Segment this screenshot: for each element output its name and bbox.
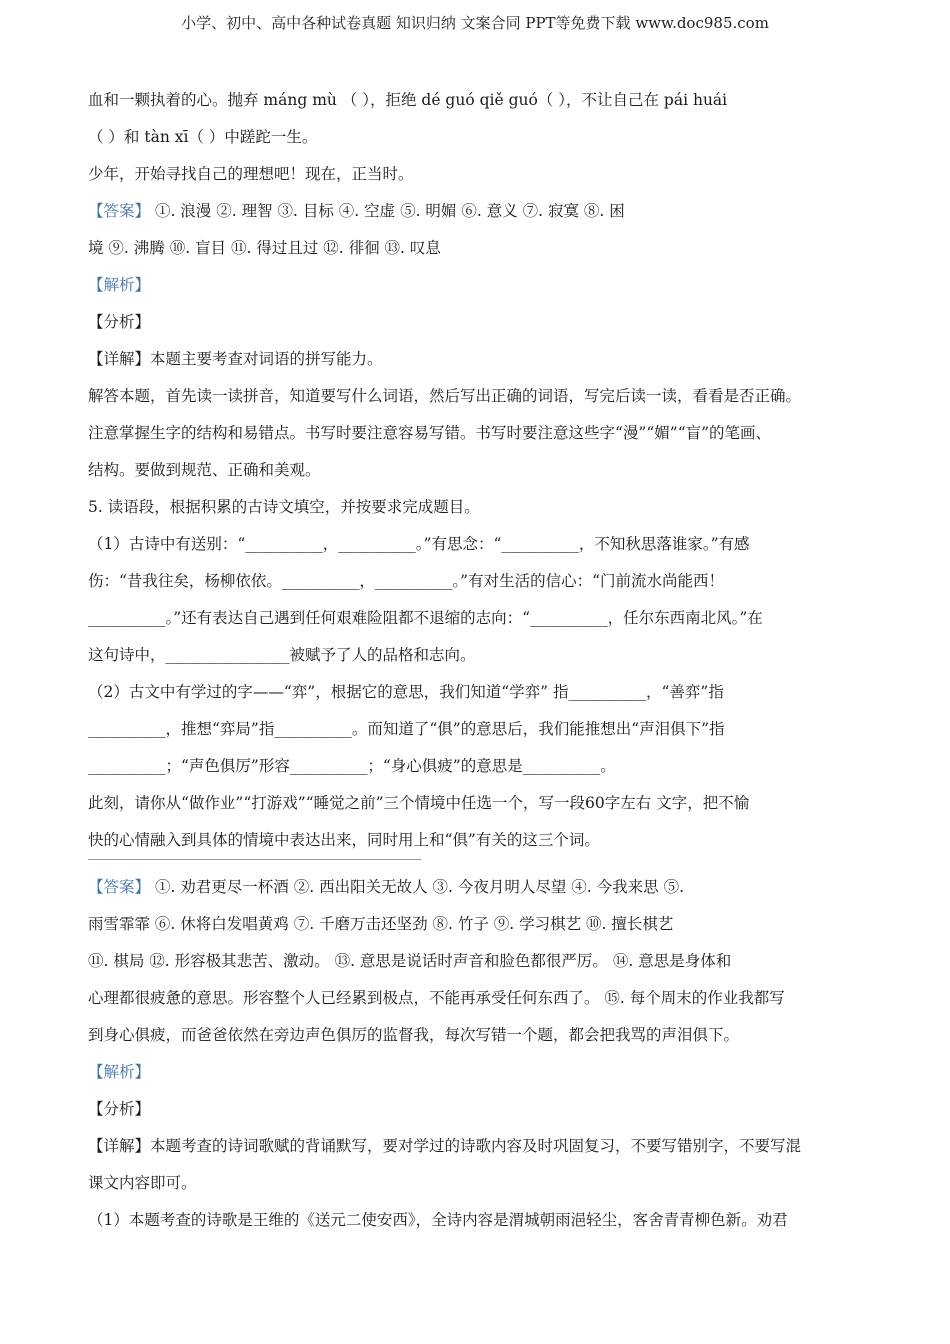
answer-line xyxy=(88,193,868,230)
text-line: 此刻，请你从“做作业”“打游戏”“睡觉之前”三个情境中任选一个，写一段60字左右 文字，把不愉 xyxy=(88,794,750,812)
text-line: 境 ⑨. 沸腾 ⑩. 盲目 ⑪. 得过且过 ⑫. 徘徊 ⑬. 叹息 xyxy=(88,239,441,257)
text-line: （1）古诗中有送别：“__________，__________。”有思念：“__________，不知秋思落谁家。”有感 xyxy=(88,535,750,553)
text-line: 【详解】本题考查的诗词歌赋的背诵默写，要对学过的诗歌内容及时巩固复习，不要写错别字，不要写混 xyxy=(88,1137,802,1155)
question-title: 5. 读语段，根据积累的古诗文填空，并按要求完成题目。 xyxy=(88,498,480,516)
analysis-label: 【解析】 xyxy=(88,1063,151,1081)
answer-label: 【答案】 xyxy=(88,878,151,896)
text-line: 血和一颗执着的心。抛弃 máng mù （ ），拒绝 dé guó qiě guó（ ），不让自己在 pái huái xyxy=(88,91,728,109)
text-line: 结构。要做到规范、正确和美观。 xyxy=(88,461,321,479)
text-line: 心理都很疲惫的意思。形容整个人已经累到极点，不能再承受任何东西了。 ⑮. 每个周末的作业我都写 xyxy=(88,989,785,1007)
text-line: __________，推想“弈局”指__________。而知道了“俱”的意思后，我们能推想出“声泪俱下”指 xyxy=(88,720,725,738)
text-line: 【详解】本题主要考查对词语的拼写能力。 xyxy=(88,350,383,368)
text-line: 这句诗中，________________被赋予了人的品格和志向。 xyxy=(88,646,476,664)
document-body-bottom xyxy=(88,869,868,1239)
text-line: __________。”还有表达自己遇到任何艰难险阻都不退缩的志向：“__________，任尔东西南北风。”在 xyxy=(88,609,763,627)
answer-text: ①. 劝君更尽一杯酒 ②. 西出阳关无故人 ③. 今夜月明人尽望 ④. 今我来思 ⑤. xyxy=(150,878,684,896)
analysis-line xyxy=(88,1054,868,1091)
text-line: 到身心俱疲，而爸爸依然在旁边声色俱厉的监督我，每次写错一个题，都会把我骂的声泪俱下。 xyxy=(88,1026,740,1044)
answer-line xyxy=(88,869,868,906)
answer-label: 【答案】 xyxy=(88,202,151,220)
text-line: ⑪. 棋局 ⑫. 形容极其悲苦、激动。 ⑬. 意思是说话时声音和脸色都很严厉。 ⑭. 意思是身体和 xyxy=(88,952,732,970)
text-line: 课文内容即可。 xyxy=(88,1174,197,1192)
document-body-top xyxy=(88,82,868,859)
analysis-label: 【解析】 xyxy=(88,276,151,294)
analysis-line xyxy=(88,267,868,304)
text-line: （ ）和 tàn xī（ ）中蹉跎一生。 xyxy=(88,128,318,146)
text-line: 解答本题，首先读一读拼音，知道要写什么词语，然后写出正确的词语，写完后读一读，看看是否正确。 xyxy=(88,387,802,405)
text-line: 少年，开始寻找自己的理想吧！现在，正当时。 xyxy=(88,165,414,183)
text-line: 伤：“昔我往矣，杨柳依依。__________，__________。”有对生活的信心：“门前流水尚能西！ xyxy=(88,572,725,590)
page-header: 小学、初中、高中各种试卷真题 知识归纳 文案合同 PPT等免费下载 www.doc985.com xyxy=(181,14,769,32)
text-line: （2）古文中有学过的字——“弈”，根据它的意思，我们知道“学弈” 指__________，“善弈”指 xyxy=(88,683,724,701)
text-line: 快的心情融入到具体的情境中表达出来，同时用上和“俱”有关的这三个词。 xyxy=(88,831,600,849)
text-line: 【分析】 xyxy=(88,313,151,331)
text-line: 【分析】 xyxy=(88,1100,151,1118)
text-line: 注意掌握生字的结构和易错点。书写时要注意容易写错。书写时要注意这些字“漫”“媚”“盲”的笔画、 xyxy=(88,424,772,442)
text-line: __________；“声色俱厉”形容__________；“身心俱疲”的意思是__________。 xyxy=(88,757,616,775)
answer-text: ①. 浪漫 ②. 理智 ③. 目标 ④. 空虚 ⑤. 明媚 ⑥. 意义 ⑦. 寂寞 ⑧. 困 xyxy=(150,202,625,220)
text-line: （1）本题考查的诗歌是王维的《送元二使安西》，全诗内容是渭城朝雨浥轻尘，客舍青青柳色新。劝君 xyxy=(88,1211,788,1229)
text-line: 雨雪霏霏 ⑥. 休将白发唱黄鸡 ⑦. 千磨万击还坚劲 ⑧. 竹子 ⑨. 学习棋艺 ⑩. 擅长棋艺 xyxy=(88,915,674,933)
answer-writing-line xyxy=(88,859,421,860)
